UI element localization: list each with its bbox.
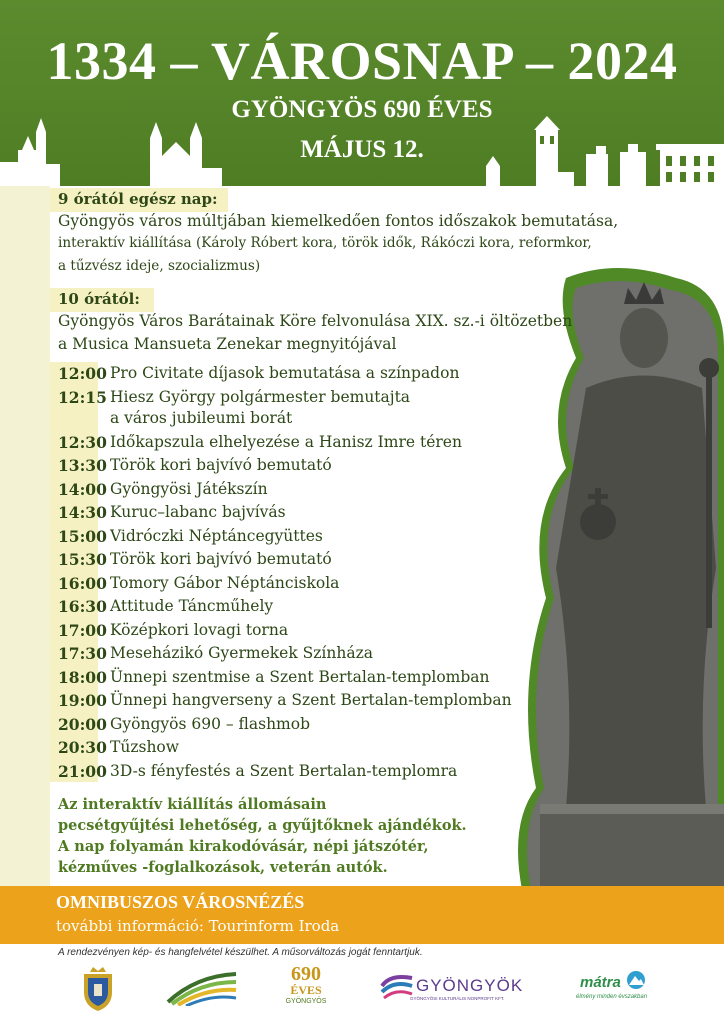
schedule-event: Ünnepi szentmise a Szent Bertalan-templomban bbox=[110, 667, 490, 686]
sponsor-logos bbox=[0, 960, 724, 1024]
schedule-event: Vidróczki Néptáncegyüttes bbox=[110, 526, 323, 545]
king-statue-image bbox=[506, 268, 724, 908]
schedule-time: 15:00 bbox=[58, 526, 107, 546]
schedule-time: 16:30 bbox=[58, 597, 107, 616]
page-title: 1334 – VÁROSNAP – 2024 bbox=[46, 31, 678, 91]
schedule-time: 18:00 bbox=[58, 667, 107, 687]
anniversary-690-logo bbox=[276, 964, 336, 1006]
schedule-time: 20:00 bbox=[58, 714, 107, 734]
morning-line-2: interaktív kiállítása (Károly Róbert kora, török idők, Rákóczi kora, reformkor, bbox=[58, 235, 592, 251]
schedule-time: 17:30 bbox=[58, 644, 107, 663]
section-heading-10: 10 órától: bbox=[50, 288, 154, 312]
schedule-event: Török kori bajvívó bemutató bbox=[110, 456, 332, 474]
matra-tagline: élmény minden évszakban bbox=[576, 994, 648, 1000]
schedule-event: Meseházikó Gyermekek Színháza bbox=[110, 644, 374, 662]
schedule-time: 12:00 bbox=[58, 364, 107, 383]
schedule-event: Gyöngyösi Játékszín bbox=[110, 479, 268, 498]
sightseeing-info: további információ: Tourinform Iroda bbox=[56, 917, 340, 935]
schedule-time: 21:00 bbox=[58, 761, 107, 781]
ten-line-1: Gyöngyös Város Barátainak Köre felvonulása XIX. sz.-i öltözetben bbox=[58, 312, 573, 330]
schedule-time: 17:00 bbox=[58, 620, 107, 640]
anniversary-subtitle: GYÖNGYÖS 690 ÉVES bbox=[231, 96, 493, 123]
city-coat-of-arms-icon bbox=[80, 966, 116, 1012]
gyongyok-subtitle: GYÖNGYÖSI KULTURÁLIS NONPROFIT KFT. bbox=[410, 996, 505, 1001]
schedule-event: Ünnepi hangverseny a Szent Bertalan-templomban bbox=[110, 691, 512, 709]
anniv-word: ÉVES bbox=[290, 983, 322, 997]
disclaimer-text: A rendezvényen kép- és hangfelvétel készülhet. A műsorváltozás jogát fenntartjuk. bbox=[58, 947, 423, 958]
note-line: Az interaktív kiállítás állomásain bbox=[58, 796, 327, 813]
schedule-event: Török kori bajvívó bemutató bbox=[110, 550, 332, 568]
schedule-event: Tűzshow bbox=[110, 738, 180, 756]
sightseeing-title: OMNIBUSZOS VÁROSNÉZÉS bbox=[56, 892, 305, 912]
schedule-time: 13:30 bbox=[58, 456, 107, 475]
matra-mountain-icon bbox=[626, 970, 646, 990]
anniv-number: 690 bbox=[291, 963, 321, 985]
schedule-event: Hiesz György polgármester bemutajta bbox=[110, 387, 411, 406]
schedule-time: 20:30 bbox=[58, 738, 107, 757]
schedule-event: Attitude Táncműhely bbox=[110, 597, 274, 615]
region-stripes-logo-icon bbox=[166, 972, 238, 1006]
section-heading-9: 9 órától egész nap: bbox=[50, 188, 228, 212]
matra-name: mátra bbox=[580, 974, 621, 991]
note-line: kézműves -foglalkozások, veterán autók. bbox=[58, 859, 388, 876]
note-line: A nap folyamán kirakodóvásár, népi játszótér, bbox=[58, 838, 429, 855]
schedule-event: Pro Civitate díjasok bemutatása a színpadon bbox=[110, 364, 460, 382]
schedule-event: Tomory Gábor Néptánciskola bbox=[110, 573, 340, 592]
schedule-time: 16:00 bbox=[58, 573, 107, 593]
ten-line-2: a Musica Mansueta Zenekar megnyitójával bbox=[58, 335, 397, 353]
schedule-time: 14:30 bbox=[58, 503, 107, 522]
schedule-event: Gyöngyös 690 – flashmob bbox=[110, 714, 311, 733]
anniv-city: GYÖNGYÖS bbox=[285, 998, 327, 1005]
schedule-event: Középkori lovagi torna bbox=[110, 620, 289, 639]
morning-line-3: a tűzvész ideje, szocializmus) bbox=[58, 258, 261, 274]
schedule-time: 15:30 bbox=[58, 550, 107, 569]
gyongyok-name: GYÖNGYÖK bbox=[416, 976, 524, 995]
schedule-time: 19:00 bbox=[58, 691, 107, 710]
event-date: MÁJUS 12. bbox=[300, 136, 424, 163]
schedule-event: Időkapszula elhelyezése a Hanisz Imre téren bbox=[110, 432, 462, 451]
schedule-event: Kuruc–labanc bajvívás bbox=[110, 503, 286, 521]
info-notes bbox=[58, 794, 467, 878]
note-line: pecsétgyűjtési lehetőség, a gyűjtőknek ajándékok. bbox=[58, 817, 467, 834]
schedule-time: 12:30 bbox=[58, 432, 107, 452]
schedule-event: 3D-s fényfestés a Szent Bertalan-templomra bbox=[110, 761, 458, 780]
schedule-time: 12:15 bbox=[58, 387, 107, 407]
left-decor-strip bbox=[0, 186, 50, 886]
gyongyok-swirl-icon bbox=[380, 972, 414, 1000]
morning-line-1: Gyöngyös város múltjában kiemelkedően fontos időszakok bemutatása, bbox=[58, 212, 619, 230]
schedule-time: 14:00 bbox=[58, 479, 107, 499]
schedule-event-continued: a város jubileumi borát bbox=[110, 409, 293, 427]
